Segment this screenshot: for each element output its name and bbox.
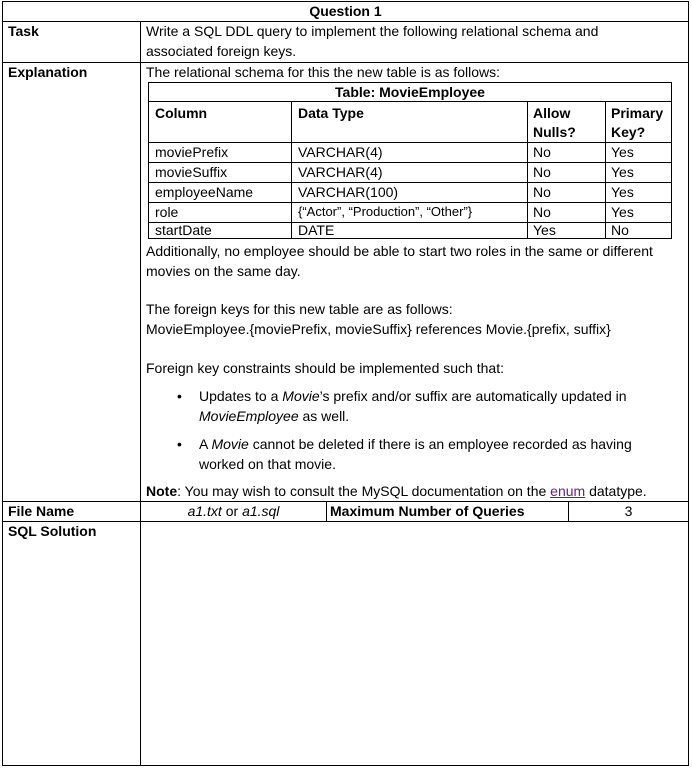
bullet-2-part-b: Movie bbox=[211, 436, 249, 452]
note-text-1: : You may wish to consult the MySQL documentation on the bbox=[177, 483, 551, 499]
explanation-label: Explanation bbox=[8, 64, 88, 80]
row-2-column: movieSuffix bbox=[155, 164, 228, 180]
file-name-or: or bbox=[221, 503, 243, 519]
row-5-column: startDate bbox=[155, 222, 212, 238]
divider bbox=[605, 101, 606, 238]
file-name-b: a1.sql bbox=[242, 503, 280, 519]
task-label: Task bbox=[8, 23, 39, 39]
bullet-2-part-d: worked on that movie. bbox=[199, 455, 336, 472]
row-5-pk: No bbox=[611, 222, 629, 238]
foreign-keys-text bbox=[146, 300, 686, 339]
enum-doc-link[interactable]: enum bbox=[550, 483, 586, 499]
row-1-pk: Yes bbox=[611, 144, 634, 160]
divider bbox=[527, 101, 528, 238]
bullet-1-part-e: as well. bbox=[298, 407, 350, 424]
additional-line-1: Additionally, no employee should be able to start two roles in the same or different bbox=[146, 243, 653, 259]
schema-table bbox=[148, 82, 672, 239]
file-name-a: a1.txt bbox=[187, 503, 222, 519]
bullet-2-part-c: cannot be deleted if there is an employee recorded as having bbox=[248, 436, 632, 452]
sql-solution-label: SQL Solution bbox=[8, 523, 97, 539]
fk-intro: The foreign keys for this new table are as follows: bbox=[146, 301, 453, 317]
note-label: Note bbox=[146, 483, 178, 499]
schema-table-title: Table: MovieEmployee bbox=[335, 84, 485, 100]
row-4-pk: Yes bbox=[611, 204, 634, 220]
bullet-2-text bbox=[199, 435, 679, 474]
divider bbox=[326, 501, 327, 521]
row-4-type: {“Actor”, “Production”, “Other”} bbox=[298, 204, 473, 219]
file-name-label: File Name bbox=[8, 503, 75, 519]
question-title: Question 1 bbox=[309, 3, 382, 19]
row-1-type: VARCHAR(4) bbox=[298, 144, 383, 160]
row-2-type: VARCHAR(4) bbox=[298, 164, 383, 180]
fk-line: MovieEmployee.{moviePrefix, movieSuffix} references Movie.{prefix, suffix} bbox=[146, 320, 611, 337]
divider bbox=[149, 222, 671, 223]
row-1-nulls: No bbox=[533, 144, 551, 160]
fk-constraints-intro: Foreign key constraints should be implemented such that: bbox=[146, 360, 504, 376]
divider bbox=[149, 162, 671, 163]
header-allow-nulls-2: Nulls? bbox=[533, 124, 576, 140]
task-text bbox=[146, 22, 686, 61]
bullet-1-part-d: MovieEmployee bbox=[199, 407, 299, 424]
task-line-1: Write a SQL DDL query to implement the following relational schema and bbox=[146, 23, 599, 39]
header-primary-key-1: Primary bbox=[611, 105, 664, 121]
bullet-icon: • bbox=[177, 436, 182, 452]
bullet-1-part-b: Movie bbox=[282, 388, 320, 404]
row-2-nulls: No bbox=[533, 164, 551, 180]
additional-text bbox=[146, 242, 686, 281]
divider bbox=[3, 501, 688, 502]
header-primary-key-2: Key? bbox=[611, 124, 646, 140]
row-2-pk: Yes bbox=[611, 164, 634, 180]
header-allow-nulls-1: Allow bbox=[533, 105, 571, 121]
row-4-nulls: No bbox=[533, 204, 551, 220]
bullet-1-part-a: Updates to a bbox=[199, 388, 283, 404]
file-name-value bbox=[141, 503, 326, 519]
row-1-column: moviePrefix bbox=[155, 144, 229, 160]
question-table bbox=[2, 1, 689, 766]
row-3-column: employeeName bbox=[155, 184, 254, 200]
bullet-2-part-a: A bbox=[199, 436, 212, 452]
row-3-pk: Yes bbox=[611, 184, 634, 200]
max-queries-label: Maximum Number of Queries bbox=[330, 503, 525, 519]
task-line-2: associated foreign keys. bbox=[146, 42, 297, 59]
bullet-icon: • bbox=[177, 388, 182, 404]
explanation-intro: The relational schema for this the new table is as follows: bbox=[146, 64, 501, 80]
divider bbox=[291, 101, 292, 238]
bullet-1-part-c: ’s prefix and/or suffix are automatically updated in bbox=[319, 388, 627, 404]
row-5-nulls: Yes bbox=[533, 222, 556, 238]
header-data-type: Data Type bbox=[298, 105, 364, 121]
row-3-type: VARCHAR(100) bbox=[298, 184, 399, 200]
row-4-column: role bbox=[155, 204, 179, 220]
note-text-2: datatype. bbox=[585, 483, 647, 499]
header-column: Column bbox=[155, 105, 208, 121]
row-5-type: DATE bbox=[298, 222, 335, 238]
row-3-nulls: No bbox=[533, 184, 551, 200]
sql-solution-area[interactable] bbox=[141, 522, 688, 765]
divider bbox=[149, 101, 671, 102]
bullet-1-text bbox=[199, 387, 679, 426]
additional-line-2: movies on the same day. bbox=[146, 262, 301, 279]
max-queries-value: 3 bbox=[624, 503, 633, 519]
note-text bbox=[146, 482, 686, 502]
